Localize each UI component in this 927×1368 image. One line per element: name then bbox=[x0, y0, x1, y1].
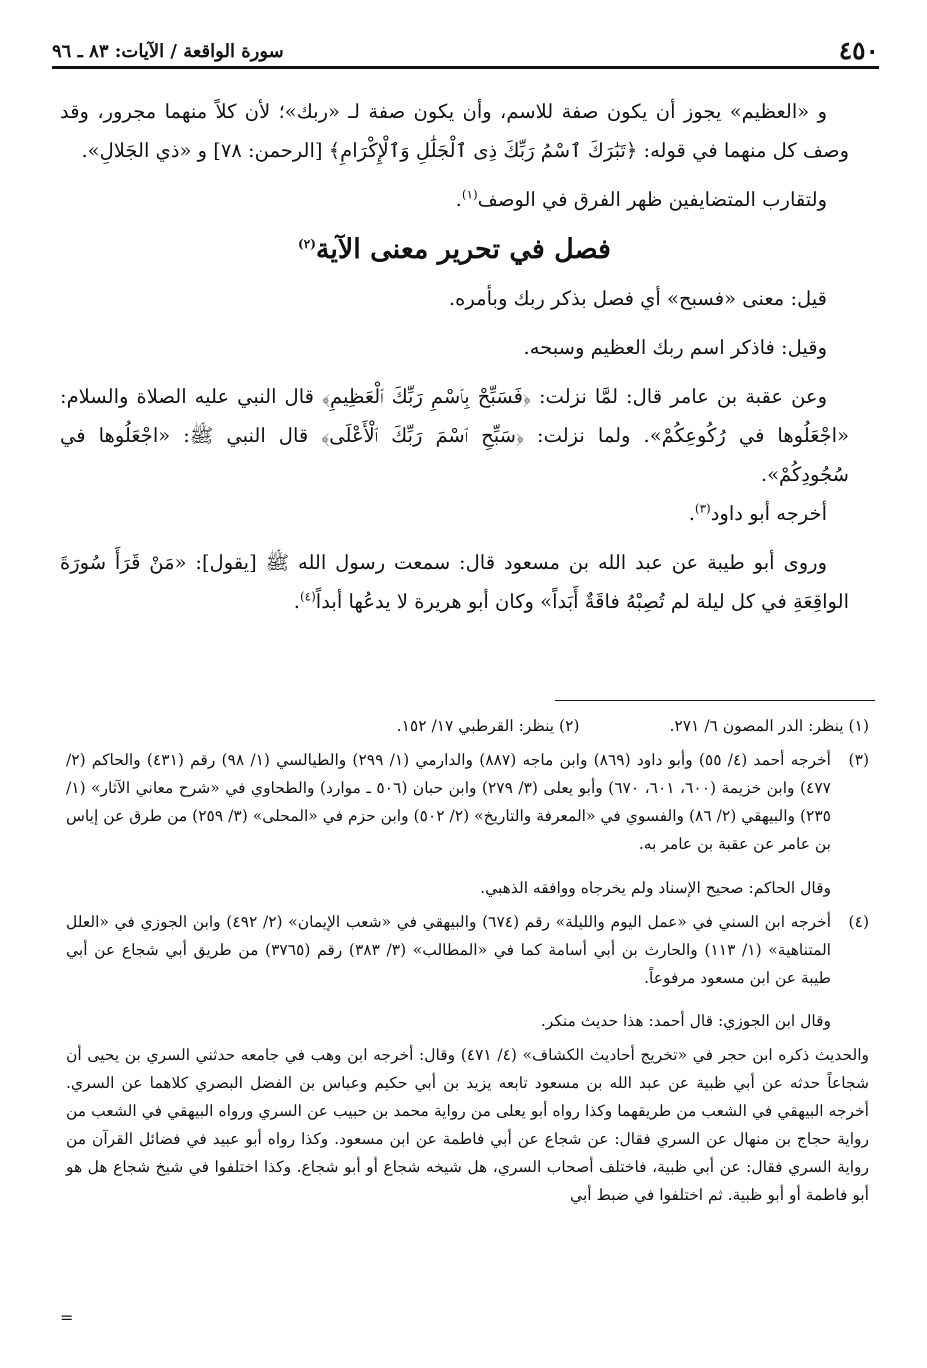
paragraph-end: . bbox=[455, 188, 462, 211]
paragraph: قيل: معنى «فسبح» أي فصل بذكر ربك وبأمره. bbox=[448, 287, 827, 310]
running-title: سورة الواقعة / الآيات: ٨٣ ـ ٩٦ bbox=[52, 41, 284, 62]
footnote-3 bbox=[66, 746, 869, 858]
paragraph bbox=[60, 543, 849, 621]
paragraph-end: . bbox=[688, 502, 695, 525]
paragraph-text: وروى أبو طيبة عن عبد الله بن مسعود قال: سمعت رسول الله ﷺ [يقول]: «مَنْ قَرَأَ سُورَةَ الواقِعَةِ في كل ليلة لم تُصِبْهُ فاقَةٌ أَبَداً» وكان أبو هريرة لا يدعُها أبداً bbox=[60, 551, 849, 613]
main-text bbox=[60, 92, 849, 621]
footnote-1 bbox=[669, 712, 869, 740]
paragraph bbox=[60, 494, 849, 533]
footnote-4 bbox=[66, 908, 869, 992]
footnote-ref: (٣) bbox=[694, 501, 711, 516]
footnote-number: (١) bbox=[848, 717, 869, 735]
paragraph-text: ولتقارب المتضايفين ظهر الفرق في الوصف bbox=[477, 188, 827, 211]
header-rule bbox=[52, 66, 879, 69]
footnote-ref: (٢) bbox=[298, 237, 316, 251]
section-heading bbox=[60, 227, 849, 273]
paragraph: وعن عقبة بن عامر قال: لمَّا نزلت: ﴿فَسَبِّحْ بِٱسْمِ رَبِّكَ ٱلْعَظِيمِ﴾ قال النبي عليه الصلاة والسلام: «اجْعَلُوها في رُكُوعِكُمْ». ولما نزلت: ﴿سَبِّحِ ٱسْمَ رَبِّكَ ٱلْأَعْلَى﴾ قال النبي ﷺ: «اجْعَلُوها في سُجُودِكُمْ». bbox=[60, 385, 849, 486]
footnote-ref: (١) bbox=[461, 187, 478, 202]
page-header bbox=[52, 28, 879, 66]
footnote-number: (٤) bbox=[848, 912, 869, 931]
footnote-number: (٢) bbox=[559, 717, 580, 735]
footnote-text: ينظر: الدر المصون ٦/ ٢٧١. bbox=[669, 717, 844, 735]
footnotes bbox=[66, 712, 869, 1209]
paragraph-text: أخرجه أبو داود bbox=[710, 502, 827, 525]
footnote-note: وقال الحاكم: صحيح الإسناد ولم يخرجاه ووافقه الذهبي. bbox=[480, 878, 831, 897]
continuation-mark: = bbox=[60, 1308, 74, 1327]
footnote-text: أخرجه أحمد (٤/ ٥٥) وأبو داود (٨٦٩) وابن ماجه (٨٨٧) والدارمي (١/ ٢٩٩) والطيالسي (١/ ٩٨) رقم (٤٣١) والحاكم (٢/ ٤٧٧) وابن خزيمة (٦٠٠، ٦٠١، ٦٧٠) وأبو يعلى (٣/ ٢٧٩) وابن حبان (٥٠٦ ـ موارد) والطحاوي في «شرح معاني الآثار» (١/ ٢٣٥) والبيهقي (٢/ ٨٦) والفسوي في «المعرفة والتاريخ» (٢/ ٥٠٢) وابن حزم في «المحلى» (٣/ ٢٥٩) من طرق عن إياس بن عامر عن عقبة بن عامر به. bbox=[66, 751, 831, 853]
footnote-ref: (٤) bbox=[299, 589, 316, 604]
paragraph: وقيل: فاذكر اسم ربك العظيم وسبحه. bbox=[523, 336, 827, 359]
footnote-rule bbox=[555, 700, 875, 701]
paragraph: و «العظيم» يجوز أن يكون صفة للاسم، وأن يكون صفة لـ «ربك»؛ لأن كلاً منهما مجرور، وقد وصف كل منهما في قوله: ﴿تَبَٰرَكَ ٱسْمُ رَبِّكَ ذِى ٱلْجَلَٰلِ وَٱلْإِكْرَامِ﴾ [الرحمن: ٧٨] و «ذي الجَلالِ». bbox=[60, 100, 849, 162]
footnote-text: أخرجه ابن السني في «عمل اليوم والليلة» رقم (٦٧٤) والبيهقي في «شعب الإيمان» (٢/ ٤٩٢) وابن الجوزي في «العلل المتناهية» (١/ ١١٣) والحارث بن أبي أسامة كما في «المطالب» (٣/ ٣٨٣) رقم (٣٧٦٥) من طريق أبي شجاع عن أبي طيبة عن ابن مسعود مرفوعاً. bbox=[66, 912, 831, 987]
footnote-pair bbox=[66, 712, 869, 740]
footnote-note: وقال ابن الجوزي: قال أحمد: هذا حديث منكر. bbox=[540, 1012, 831, 1030]
paragraph-end: . bbox=[293, 590, 300, 613]
footnote-number: (٣) bbox=[848, 751, 869, 769]
paragraph bbox=[60, 180, 849, 219]
footnote-2 bbox=[397, 712, 580, 740]
page-number: ٤٥٠ bbox=[838, 36, 879, 65]
footnote-continuation: والحديث ذكره ابن حجر في «تخريج أحاديث الكشاف» (٤/ ٤٧١) وقال: أخرجه ابن وهب في جامعه حدثني السري بن يحيى أن شجاعاً حدثه عن أبي ظبية عن عبد الله بن مسعود تابعه يزيد بن أبي حكيم وعباس بن الفضل البصري كلاهما عن السري. أخرجه البيهقي في الشعب من طريقهما وكذا رواه أبو يعلى من رواية محمد بن حبيب عن السري ورواه البيهقي في الشعب من رواية حجاج بن منهال عن السري فقال: عن شجاع عن أبي فاطمة عن ابن مسعود. وكذا رواه أبو عبيد في فضائل القرآن من رواية السري فقال: عن أبي ظبية، فاختلف أصحاب السري، هل شيخه شجاع أو أبو شجاع. وكذا اختلفوا في شيخ شجاع هل هو أبو فاطمة أو أبو ظبية. ثم اختلفوا في ضبط أبي bbox=[66, 1046, 870, 1204]
footnote-text: ينظر: القرطبي ١٧/ ١٥٢. bbox=[396, 717, 555, 735]
section-heading-text: فصل في تحرير معنى الآية bbox=[315, 234, 611, 265]
